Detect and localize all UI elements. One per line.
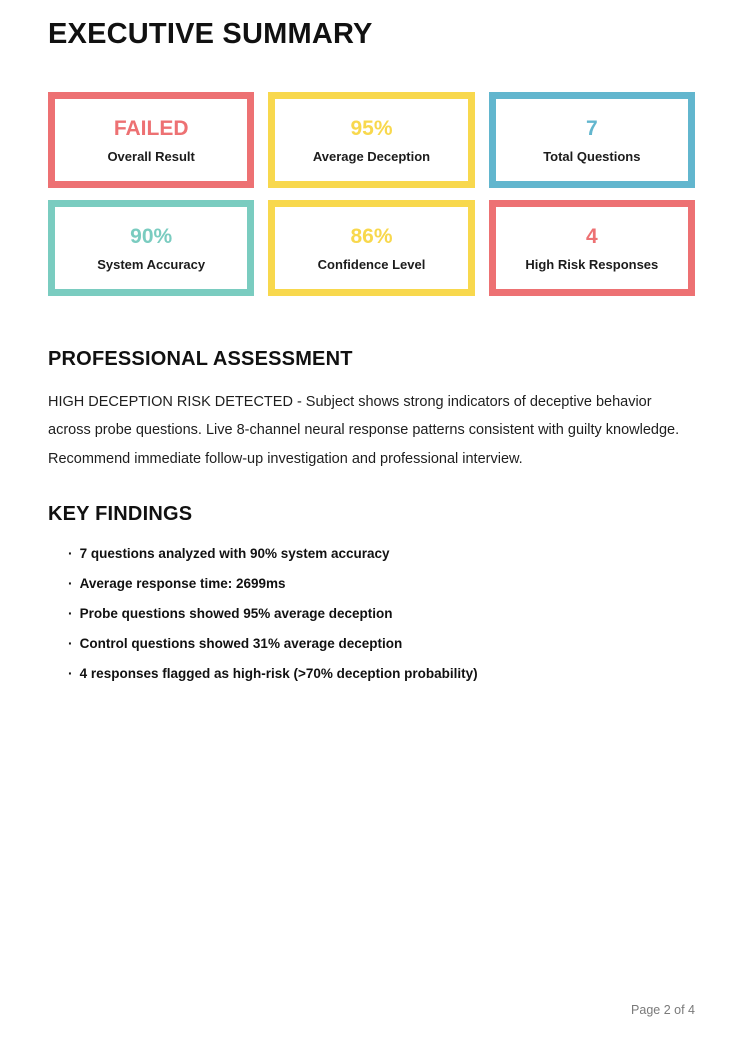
assessment-body-text: HIGH DECEPTION RISK DETECTED - Subject shows strong indicators of deceptive behavior across probe questions. Live 8-channel neural response patterns consistent with guilty knowledge. Recommend immediate follow-up investigation and professional interview. [48,394,680,467]
stat-card-high-risk-responses [489,200,695,296]
bullet-icon: · [68,544,73,561]
professional-assessment-section [48,348,695,473]
stat-card-overall-result [48,92,254,188]
stat-label: System Accuracy [97,256,206,272]
stat-label: Overall Result [107,148,195,164]
stat-label: Confidence Level [317,256,426,272]
bullet-icon: · [68,574,73,591]
stat-label: High Risk Responses [525,256,659,272]
stat-value: 95% [350,116,393,140]
finding-text: Average response time: 2699ms [79,575,286,591]
list-item [68,546,695,561]
bullet-icon: · [68,604,73,621]
finding-text: 7 questions analyzed with 90% system accuracy [79,545,390,561]
bullet-icon: · [68,634,73,651]
stat-card-average-deception [268,92,474,188]
summary-stats-grid [48,92,695,296]
list-item [68,606,695,621]
stat-card-confidence-level [268,200,474,296]
stat-value: 86% [350,224,393,248]
section-heading-key-findings: KEY FINDINGS [48,502,193,525]
list-item [68,636,695,651]
page-title: EXECUTIVE SUMMARY [48,18,373,50]
stat-card-total-questions [489,92,695,188]
section-heading-professional-assessment: PROFESSIONAL ASSESSMENT [48,348,353,370]
list-item [68,576,695,591]
stat-value: 7 [585,116,598,140]
list-item [68,666,695,681]
stat-label: Total Questions [543,148,641,164]
bullet-icon: · [68,664,73,681]
stat-value: FAILED [113,116,189,140]
key-findings-section [48,503,695,681]
stat-value: 90% [130,224,173,248]
findings-list [48,546,695,681]
finding-text: Probe questions showed 95% average deception [79,605,393,621]
stat-value: 4 [585,224,598,248]
finding-text: 4 responses flagged as high-risk (>70% deception probability) [79,665,478,681]
stat-card-system-accuracy [48,200,254,296]
finding-text: Control questions showed 31% average deception [79,635,403,651]
stat-label: Average Deception [312,148,431,164]
page-number: Page 2 of 4 [631,1003,695,1017]
